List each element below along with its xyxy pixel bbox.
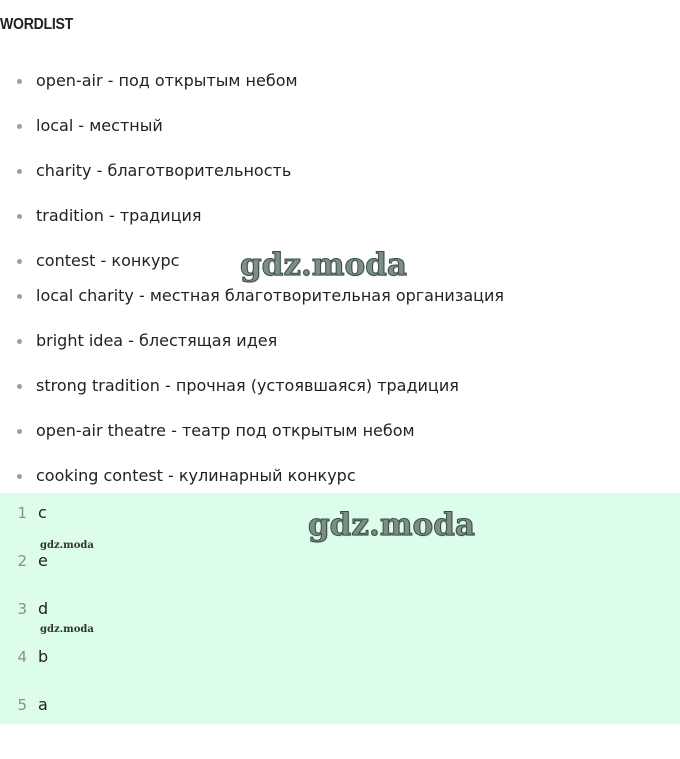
bullet-icon bbox=[17, 294, 22, 299]
bullet-icon bbox=[17, 169, 22, 174]
answer-value: a bbox=[38, 695, 48, 714]
watermark-logo: gdz.moda bbox=[40, 624, 94, 635]
word-entry: local - местный bbox=[36, 116, 163, 135]
bullet-icon bbox=[17, 124, 22, 129]
answer-row bbox=[0, 549, 680, 573]
answer-value: c bbox=[38, 503, 47, 522]
word-entry: tradition - традиция bbox=[36, 206, 202, 225]
word-entry: local charity - местная благотворительная организация bbox=[36, 286, 505, 305]
word-entry: bright idea - блестящая идея bbox=[36, 331, 278, 350]
answer-number: 4 bbox=[17, 648, 27, 666]
bullet-icon bbox=[17, 384, 22, 389]
answer-value: b bbox=[38, 647, 49, 666]
answer-number: 3 bbox=[17, 600, 27, 618]
bullet-icon bbox=[17, 339, 22, 344]
answer-row bbox=[0, 693, 680, 717]
answer-row bbox=[0, 597, 680, 621]
word-entry: cooking contest - кулинарный конкурс bbox=[36, 466, 356, 485]
word-entry: charity - благотворительность bbox=[36, 161, 292, 180]
watermark-logo: gdz.moda bbox=[240, 247, 407, 283]
watermark-logo: gdz.moda bbox=[40, 540, 94, 551]
watermark-logo: gdz.moda bbox=[308, 507, 475, 543]
bullet-icon bbox=[17, 474, 22, 479]
answer-value: e bbox=[38, 551, 48, 570]
answer-number: 5 bbox=[17, 696, 27, 714]
bullet-icon bbox=[17, 214, 22, 219]
answer-value: d bbox=[38, 599, 49, 618]
bullet-icon bbox=[17, 79, 22, 84]
answers-panel bbox=[0, 493, 680, 724]
bullet-icon bbox=[17, 259, 22, 264]
wordlist-title: WORDLIST bbox=[0, 16, 73, 33]
word-entry: strong tradition - прочная (устоявшаяся) традиция bbox=[36, 376, 459, 395]
word-entry: open-air theatre - театр под открытым небом bbox=[36, 421, 415, 440]
bullet-icon bbox=[17, 429, 22, 434]
answer-number: 1 bbox=[17, 504, 27, 522]
answer-number: 2 bbox=[17, 552, 27, 570]
word-entry: open-air - под открытым небом bbox=[36, 71, 298, 90]
answer-row bbox=[0, 645, 680, 669]
answer-row bbox=[0, 501, 680, 525]
word-entry: contest - конкурс bbox=[36, 251, 180, 270]
